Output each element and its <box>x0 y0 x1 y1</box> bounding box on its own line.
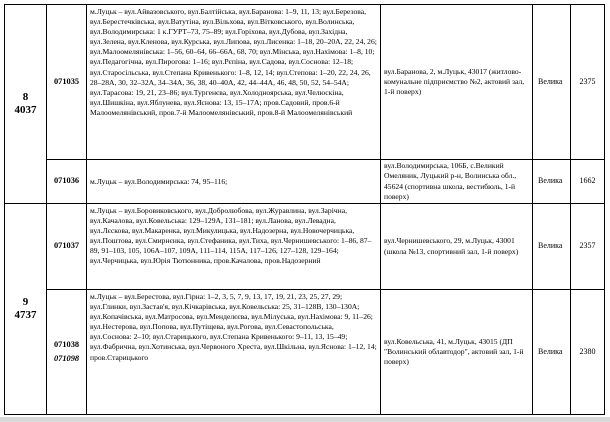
voters-count-cell: 2380 <box>571 290 605 415</box>
district-number: 9 <box>22 296 29 308</box>
station-size-cell: Велика <box>533 204 571 290</box>
station-code: 071037 <box>53 241 80 251</box>
station-size-cell: Велика <box>533 290 571 415</box>
district-number-cell <box>5 5 47 204</box>
station-code-cell <box>47 5 87 160</box>
table-row <box>5 160 605 204</box>
table-row <box>5 290 605 415</box>
district-number: 8 <box>22 91 29 103</box>
district-subtotal: 4737 <box>14 309 37 321</box>
station-size-cell: Велика <box>533 5 571 160</box>
table-row <box>5 204 605 290</box>
station-code-cell <box>47 290 87 415</box>
streets-cell: м.Луцьк – вул.Айвазовського, вул.Балтійська, вул.Баранова: 1–9, 11, 13; вул.Березова, вул.Берестечківська, вул.Ватутіна, вул.Вільхова, вул.Вітковського, вул.Волинська, вул.Володимирська: 1 к.ГУРТ–73, 75–89; вул.Горіхова, вул.Дубова, вул.Західна, вул.Зелена, вул.Кленова, вул.Курська, вул.Липова, вул.Лисенка: 1–18, 20–20А, 22, 24, 26; вул.Малоомелянівська: 1–56, 60–64, 66–66А, 68, 70; вул.Мінська, вул.Нахімова: 1–8, 10; вул.Педагогічна, вул.Пирогова: 1–16; вул.Рєпіна, вул.Садова, вул.Соснова: 12–18; вул.Старосільська, вул.Степана Кривенького: 1–8, 12, 14; вул.Степова: 1–20, 22, 24, 26, 28–28А, 30, 32–32А, 34–34А, 36, 38, 40–40А, 42, 44–44А, 46, 48, 50, 52, 54–54А; вул.Тарасова: 19, 21, 23–86; вул.Тургенєва, вул.Холодноярська, вул.Челюскіна, вул.Шишкіна, вул.Яблунева, вул.Яснова: 13, 15–17А; пров.Садовий, пров.6-й Малоомелянівський, пров.7-й Малоомелянівський, пров.8-й Малоомелянівський <box>87 5 381 160</box>
voters-count-cell: 1662 <box>571 160 605 204</box>
page-bottom-edge <box>0 417 610 422</box>
district-subtotal: 4037 <box>14 104 37 116</box>
location-cell: вул.Володимирська, 106Б, с.Великий Омеляник, Луцький р-н, Волинська обл., 45624 (спортивна школа, вестибюль, 1-й поверх) <box>381 160 533 204</box>
station-code: 071038 <box>53 340 80 350</box>
location-cell: вул.Чернишевського, 29, м.Луцьк, 43001 (школа №13, спортивний зал, 1-й поверх) <box>381 204 533 290</box>
location-cell: вул.Баранова, 2, м.Луцьк, 43017 (житлово-комунальне підприємство №2, актовий зал, 1-й поверх) <box>381 5 533 160</box>
streets-cell: м.Луцьк – вул.Володимирська: 74, 95–116; <box>87 160 381 204</box>
location-cell: вул.Ковельська, 41, м.Луцьк, 43015 (ДП "Волинський облавтодор", актовий зал, 1-й поверх) <box>381 290 533 415</box>
station-code-cell <box>47 160 87 204</box>
station-code: 071036 <box>53 176 80 186</box>
table-row <box>5 5 605 160</box>
polling-stations-table <box>4 4 605 415</box>
district-number-cell <box>5 204 47 415</box>
station-size-cell: Велика <box>533 160 571 204</box>
voters-count-cell: 2375 <box>571 5 605 160</box>
station-code-extra: 071098 <box>53 353 80 363</box>
station-code-cell <box>47 204 87 290</box>
streets-cell: м.Луцьк – вул.Берестова, вул.Гірна: 1–2, 3, 5, 7, 9, 13, 17, 19, 21, 23, 25, 27, 29; вул.Глинки, вул.Застав'я, вул.Кічкарівська, вул.Ковельська: 25, 31–128В, 130–130А; вул.Копачівська, вул.Матросова, вул.Менделєєва, вул.Мілуська, вул.Нахімова: 9, 11–26; вул.Нестерова, вул.Попова, вул.Путіщева, вул.Рогова, вул.Севастопольська, вул.Соснова: 2–10; вул.Старицького, вул.Степана Кривенького: 9–11, 13, 15–49; вул.Фабрична, вул.Хотинська, вул.Червоного Хреста, вул.Шкільна, вул.Яснова: 1–12, 14; пров.Старицького <box>87 290 381 415</box>
streets-cell: м.Луцьк – вул.Боровиковського, вул.Добролюбова, вул.Журавлина, вул.Зарічна, вул.Качалова, вул.Ковельська: 129–129А, 131–181; вул.Ланова, вул.Левадна, вул.Лєскова, вул.Макаренка, вул.Микулицька, вул.Надозерна, вул.Новочерчицька, вул.Поштова, вул.Смирнєнка, вул.Стефаника, вул.Тиха, вул.Чернишевського: 1–86, 87–89, 91–103, 105, 106А–107, 109А, 111–114, 115А, 117–126, 127–128, 129–164; вул.Черчицька, вул.Юрія Тютюнника, пров.Качалова, пров.Надозерний <box>87 204 381 290</box>
station-code: 071035 <box>53 76 80 86</box>
voters-count-cell: 2357 <box>571 204 605 290</box>
